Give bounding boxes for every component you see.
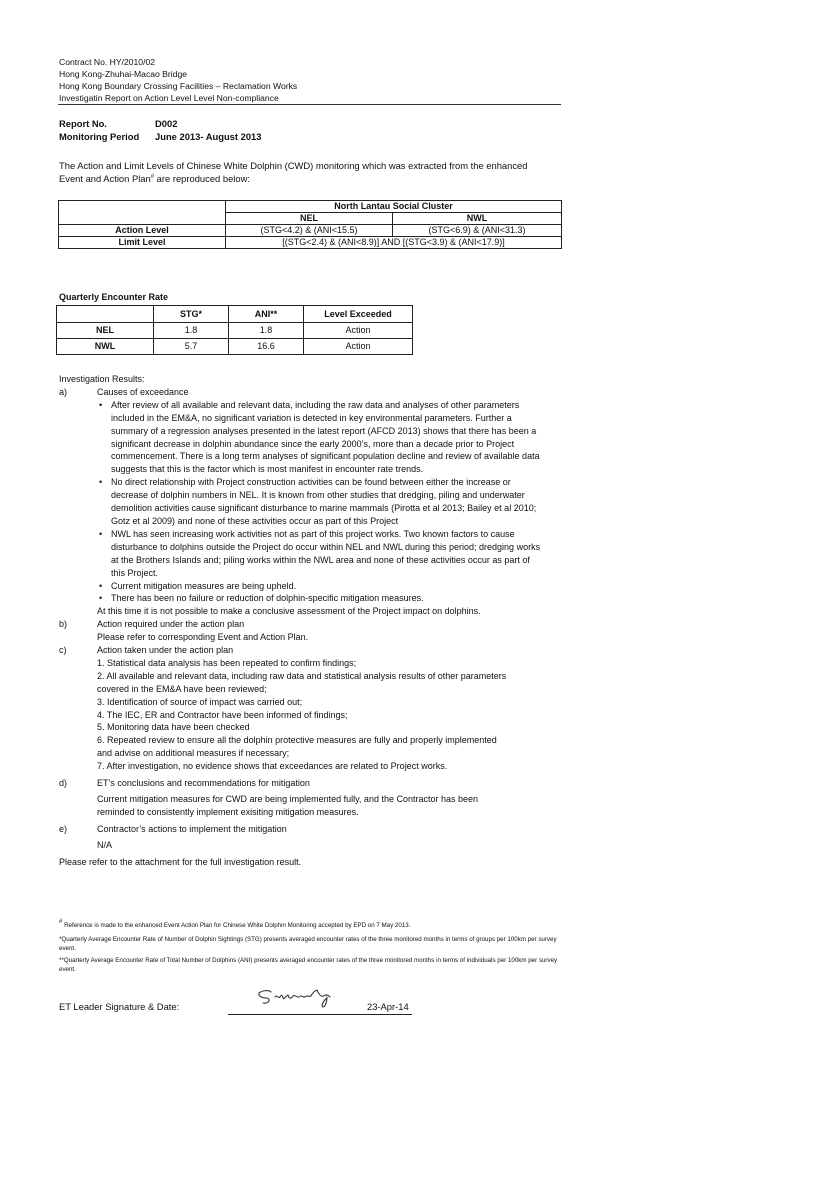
action-level-nel: (STG<4.2) & (ANI<15.5) xyxy=(226,225,393,237)
document-header xyxy=(59,56,297,104)
signature-line xyxy=(228,1014,412,1015)
cluster-header: North Lantau Social Cluster xyxy=(226,201,562,213)
monitoring-period-value: June 2013- August 2013 xyxy=(155,131,262,142)
section-e-letter: e) xyxy=(59,823,68,834)
section-b-letter: b) xyxy=(59,619,68,630)
section-c xyxy=(59,644,559,657)
section-d-text: Current mitigation measures for CWD are being implemented fully, and the Contractor has been reminded to consistently implement exisiting mitigation measures. xyxy=(97,794,479,817)
action-item-7: 7. After investigation, no evidence shows that exceedances are related to Project works. xyxy=(97,761,448,772)
action-item-1: 1. Statistical data analysis has been repeated to confirm findings; xyxy=(97,657,357,668)
section-a-conclusion: At this time it is not possible to make a conclusive assessment of the Project impact on dolphins. xyxy=(97,606,481,617)
footnote-2: *Quarterly Average Encounter Rate of Number of Dolphin Sightings (STG) presents averaged encounter rates of the three monitored months in terms of groups per 100km per survey event. xyxy=(59,936,557,952)
footnote-3: **Quarterly Average Encounter Rate of Total Number of Dolphins (ANI) presents averaged encounter rates of the three monitored months in terms of individuals per 100km per survey event. xyxy=(59,957,558,973)
row-nwl-label: NWL xyxy=(57,339,154,355)
nel-header: NEL xyxy=(226,213,393,225)
row-nwl-stg: 5.7 xyxy=(154,339,229,355)
encounter-corner xyxy=(57,306,154,323)
report-number-value: D002 xyxy=(155,118,178,129)
action-level-label: Action Level xyxy=(59,225,226,237)
level-exceeded-header: Level Exceeded xyxy=(304,306,413,323)
action-level-nwl: (STG<6.9) & (ANI<31.3) xyxy=(393,225,562,237)
signature-date: 23-Apr-14 xyxy=(367,1001,409,1012)
section-c-letter: c) xyxy=(59,645,67,656)
contract-number: Contract No. HY/2010/02 xyxy=(59,57,156,67)
section-e xyxy=(59,823,559,836)
action-item-6: 6. Repeated review to ensure all the dolphin protective measures are fully and properly implemented and advise on additional measures if necessary; xyxy=(97,735,497,759)
signature-label: ET Leader Signature & Date: xyxy=(59,1001,180,1012)
cause-bullet-1: • After review of all available and relevant data, including the raw data and analyses of other parameters included in the EM&A, no significant variation is detected in key environmental parameters. Further a summary of a regression analyses presented in the latest report (AFCD 2013) shows that there has been a significant decrease in dolphin abundance since the early 2000’s, more than a decade prior to Project commencement. There is a long term analyses of significant population decline and review of available data suggests that this is the factor which is most manifest in encounter rate trends. xyxy=(111,399,541,476)
report-type: Investigatin Report on Action Level Level Non-compliance xyxy=(59,93,279,103)
section-a xyxy=(59,386,559,399)
handwritten-signature xyxy=(255,985,345,1013)
monitoring-period-label: Monitoring Period xyxy=(59,131,140,142)
project-subtitle: Hong Kong Boundary Crossing Facilities – Reclamation Works xyxy=(59,81,298,91)
section-d xyxy=(59,777,559,790)
nwl-header: NWL xyxy=(393,213,562,225)
investigation-results xyxy=(59,373,559,869)
section-c-title: Action taken under the action plan xyxy=(97,645,234,656)
ani-header: ANI** xyxy=(229,306,304,323)
row-nel-stg: 1.8 xyxy=(154,323,229,339)
section-d-title: ET’s conclusions and recommendations for mitigation xyxy=(97,778,310,789)
row-nel-ani: 1.8 xyxy=(229,323,304,339)
table-corner xyxy=(59,201,226,225)
section-b-text: Please refer to corresponding Event and Action Plan. xyxy=(97,632,309,643)
intro-footnote-mark: # xyxy=(150,173,155,180)
encounter-rate-title: Quarterly Encounter Rate xyxy=(59,292,169,302)
section-b-title: Action required under the action plan xyxy=(97,619,245,630)
cause-bullet-5: • There has been no failure or reduction of dolphin-specific mitigation measures. xyxy=(111,592,559,605)
footnote-1-text: Reference is made to the enhanced Event Action Plan for Chinese White Dolphin Monitoring accepted by EPD on 7 May 2013. xyxy=(62,922,411,929)
header-divider xyxy=(58,104,561,105)
section-d-letter: d) xyxy=(59,778,68,789)
limit-level-label: Limit Level xyxy=(59,237,226,249)
section-b xyxy=(59,618,559,631)
action-item-3: 3. Identification of source of impact was carried out; xyxy=(97,696,303,707)
cause-bullet-2: • No direct relationship with Project construction activities can be found between either the increase or decrease of dolphin numbers in NEL. It is known from other studies that dredging, piling and underwater demolition activities cause significant disturbance to marine mammals (Pirotta et al 2013; Bailey et al 2010; Gotz et al 2009) and none of these activities occur as part of this Project xyxy=(111,476,541,528)
section-e-title: Contractor’s actions to implement the mitigation xyxy=(97,823,287,834)
closing-note: Please refer to the attachment for the full investigation result. xyxy=(59,856,302,867)
intro-paragraph xyxy=(59,160,529,185)
footnote-1 xyxy=(59,919,564,931)
intro-text: The Action and Limit Levels of Chinese White Dolphin (CWD) monitoring which was extracted from the enhanced Event and Action Plan xyxy=(59,160,528,184)
project-name: Hong Kong-Zhuhai-Macao Bridge xyxy=(59,69,188,79)
stg-header: STG* xyxy=(154,306,229,323)
row-nel-level: Action xyxy=(304,323,413,339)
intro-text-end: are reproduced below: xyxy=(154,172,250,184)
section-e-text: N/A xyxy=(97,839,113,850)
section-a-title: Causes of exceedance xyxy=(97,386,189,397)
footnote-1-mark: # xyxy=(59,919,63,925)
action-limit-table xyxy=(58,200,562,249)
action-item-2: 2. All available and relevant data, including raw data and statistical analysis results of other parameters covered in the EM&A have been reviewed; xyxy=(97,670,507,694)
cause-bullet-3: • NWL has seen increasing work activities not as part of this project works. Two known factors to cause disturbance to dolphins outside the Project do occur within NEL and NWL during this period; dredging works at the Brothers Islands and; piling works within the NWL area and none of these activities occur as part of this Project. xyxy=(111,528,541,580)
section-a-letter: a) xyxy=(59,386,68,397)
investigation-title: Investigation Results: xyxy=(59,374,145,384)
encounter-rate-table xyxy=(56,305,413,355)
action-item-4: 4. The IEC, ER and Contractor have been informed of findings; xyxy=(97,709,348,720)
action-item-5: 5. Monitoring data have been checked xyxy=(97,722,250,733)
report-number-label: Report No. xyxy=(59,118,107,129)
row-nwl-level: Action xyxy=(304,339,413,355)
cause-bullet-4: • Current mitigation measures are being upheld. xyxy=(111,580,559,593)
row-nwl-ani: 16.6 xyxy=(229,339,304,355)
limit-level-value: [(STG<2.4) & (ANI<8.9)] AND [(STG<3.9) & (ANI<17.9)] xyxy=(226,237,562,249)
row-nel-label: NEL xyxy=(57,323,154,339)
